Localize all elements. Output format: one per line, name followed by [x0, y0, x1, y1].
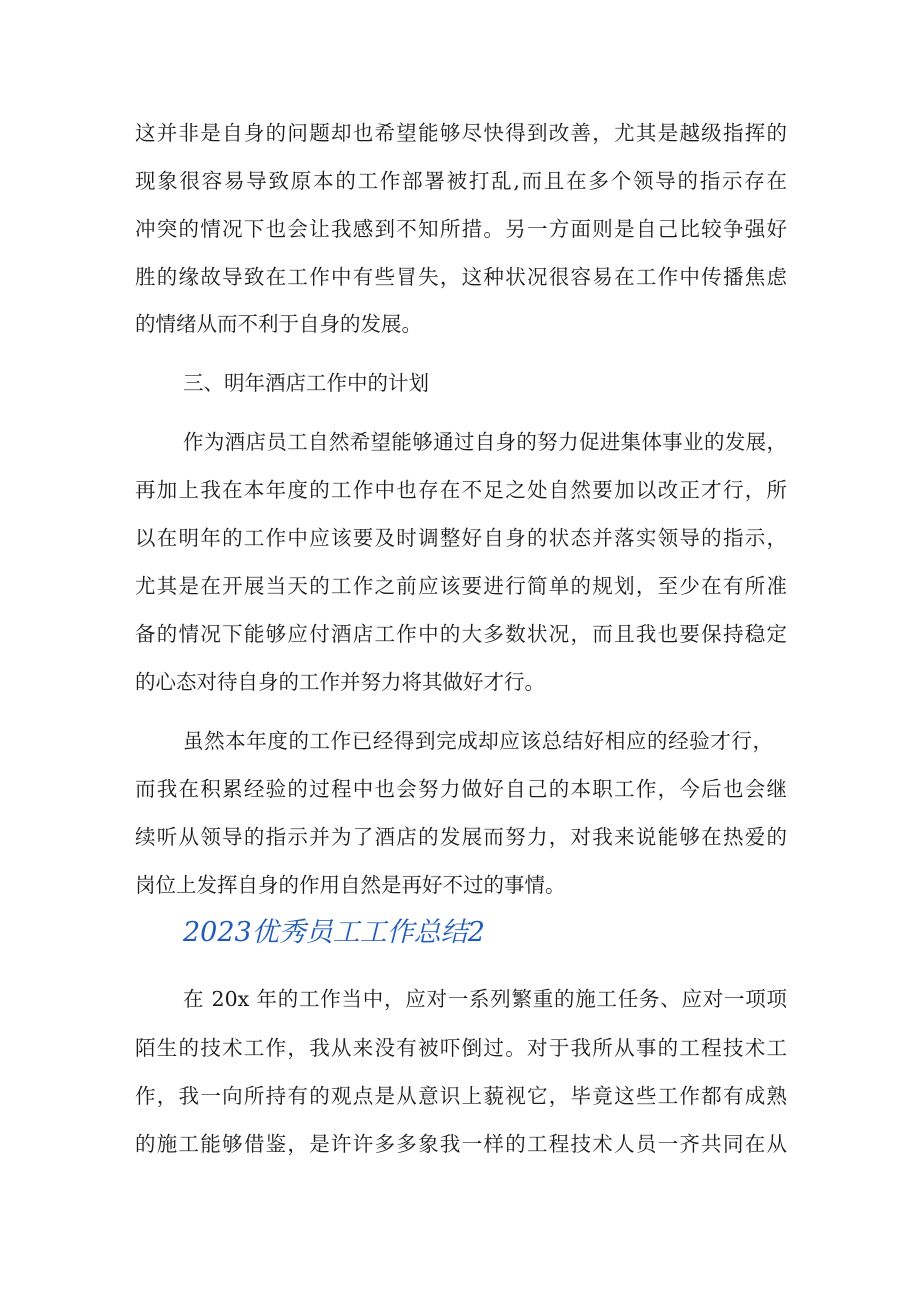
paragraph-line: 的施工能够借鉴，是许许多多象我一样的工程技术人员一齐共同在从: [135, 1132, 787, 1156]
section-heading: 2023优秀员工工作总结2: [183, 917, 485, 948]
paragraph-line: 续听从领导的指示并为了酒店的发展而努力，对我来说能够在热爱的: [135, 825, 787, 849]
paragraph-line: 陌生的技术工作，我从来没有被吓倒过。对于我所从事的工程技术工: [135, 1036, 787, 1060]
paragraph-line: 而我在积累经验的过程中也会努力做好自己的本职工作，今后也会继: [135, 777, 787, 801]
paragraph-line: 以在明年的工作中应该要及时调整好自身的状态并落实领导的指示，: [135, 526, 787, 550]
paragraph-line: 胜的缘故导致在工作中有些冒失，这种状况很容易在工作中传播焦虑: [135, 265, 787, 289]
paragraph-line: 作为酒店员工自然希望能够通过自身的努力促进集体事业的发展，: [183, 430, 787, 454]
paragraph-line: 作，我一向所持有的观点是从意识上藐视它，毕竟这些工作都有成熟: [135, 1084, 787, 1108]
paragraph-line: 在 20x 年的工作当中，应对一系列繁重的施工任务、应对一项项: [183, 987, 787, 1011]
paragraph-line: 尤其是在开展当天的工作之前应该要进行简单的规划，至少在有所准: [135, 574, 787, 598]
paragraph-line: 的情绪从而不利于自身的发展。: [135, 312, 422, 336]
paragraph-line: 冲突的情况下也会让我感到不知所措。另一方面则是自己比较争强好: [135, 217, 787, 241]
section-title: 三、明年酒店工作中的计划: [183, 371, 429, 395]
paragraph-line: 的心态对待自身的工作并努力将其做好才行。: [135, 670, 545, 694]
paragraph-line: 虽然本年度的工作已经得到完成却应该总结好相应的经验才行，: [183, 729, 773, 753]
paragraph-line: 这并非是自身的问题却也希望能够尽快得到改善，尤其是越级指挥的: [135, 121, 787, 145]
paragraph-line: 现象很容易导致原本的工作部署被打乱,而且在多个领导的指示存在: [135, 169, 787, 193]
paragraph-line: 岗位上发挥自身的作用自然是再好不过的事情。: [135, 873, 566, 897]
paragraph-line: 再加上我在本年度的工作中也存在不足之处自然要加以改正才行，所: [135, 478, 787, 502]
paragraph-line: 备的情况下能够应付酒店工作中的大多数状况，而且我也要保持稳定: [135, 622, 787, 646]
